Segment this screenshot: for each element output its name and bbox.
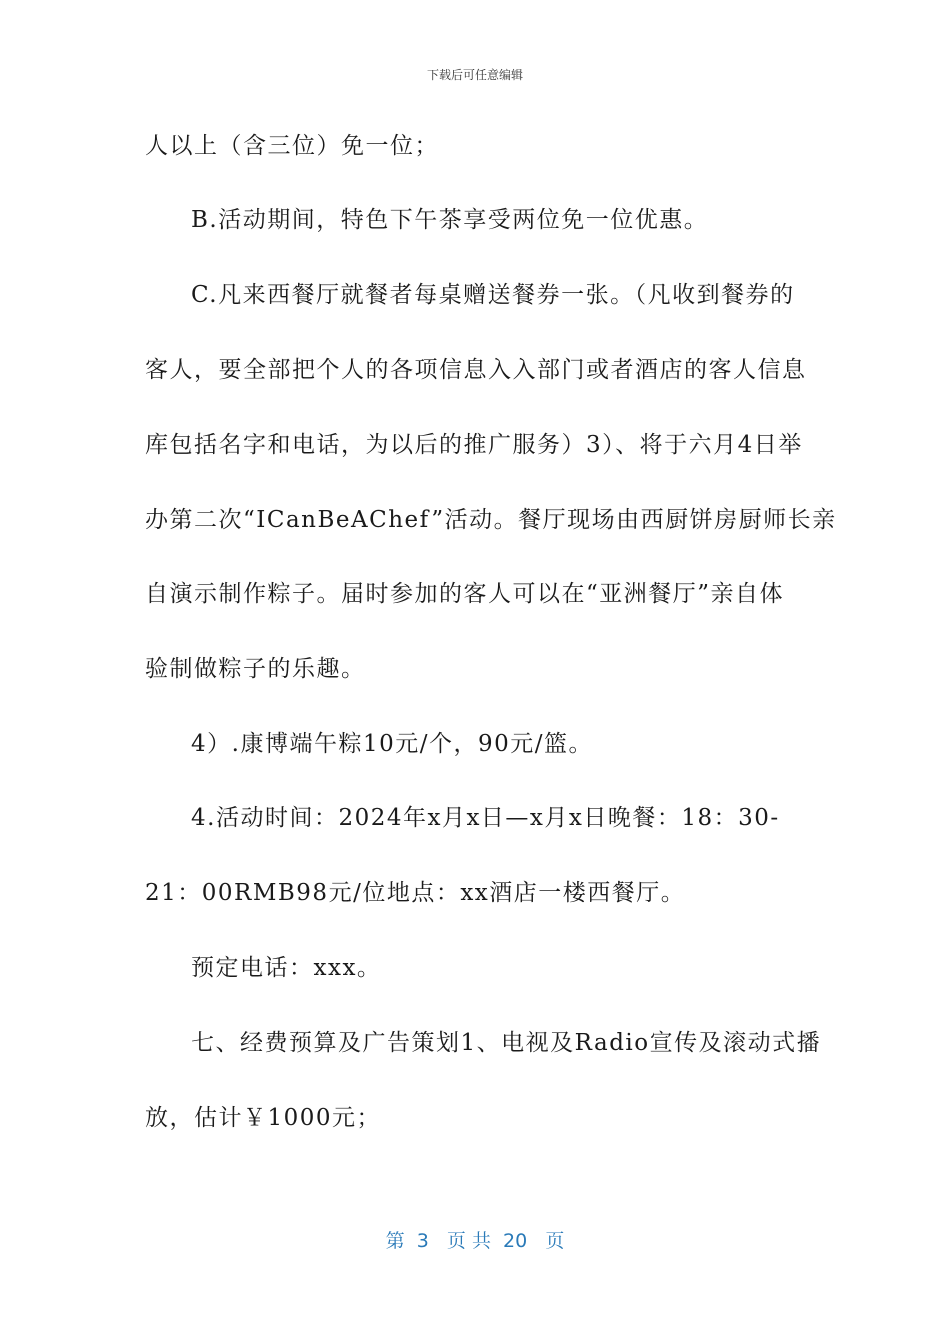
- paragraph-line: 4）.康博端午粽10元/个，90元/篮。: [191, 731, 593, 757]
- paragraph-line: 自演示制作粽子。届时参加的客人可以在“亚洲餐厅”亲自体: [145, 581, 785, 607]
- paragraph-line: 验制做粽子的乐趣。: [145, 656, 366, 682]
- paragraph-line: 放，估计￥1000元；: [145, 1105, 382, 1131]
- paragraph-line: B.活动期间，特色下午茶享受两位免一位优惠。: [191, 207, 709, 233]
- paragraph-line: 4.活动时间：2024年x月x日—x月x日晚餐：18：30-: [191, 805, 780, 831]
- paragraph-line: C.凡来西餐厅就餐者每桌赠送餐券一张。（凡收到餐券的: [191, 282, 795, 308]
- page-number-footer: 第 3 页 共 20 页: [385, 1230, 565, 1252]
- paragraph-line: 办第二次“ICanBeAChef”活动。餐厅现场由西厨饼房厨师长亲: [145, 507, 837, 533]
- paragraph-line: 21：00RMB98元/位地点：xx酒店一楼西餐厅。: [145, 880, 686, 906]
- paragraph-line: 预定电话：xxx。: [191, 955, 382, 981]
- paragraph-line: 人以上（含三位）免一位；: [145, 133, 439, 159]
- paragraph-line: 客人，要全部把个人的各项信息入入部门或者酒店的客人信息: [145, 357, 807, 383]
- header-note: 下载后可任意编辑: [426, 68, 523, 82]
- paragraph-line: 库包括名字和电话，为以后的推广服务）3）、将于六月4日举: [145, 432, 803, 458]
- paragraph-line: 七、经费预算及广告策划1、电视及Radio宣传及滚动式播: [191, 1030, 822, 1056]
